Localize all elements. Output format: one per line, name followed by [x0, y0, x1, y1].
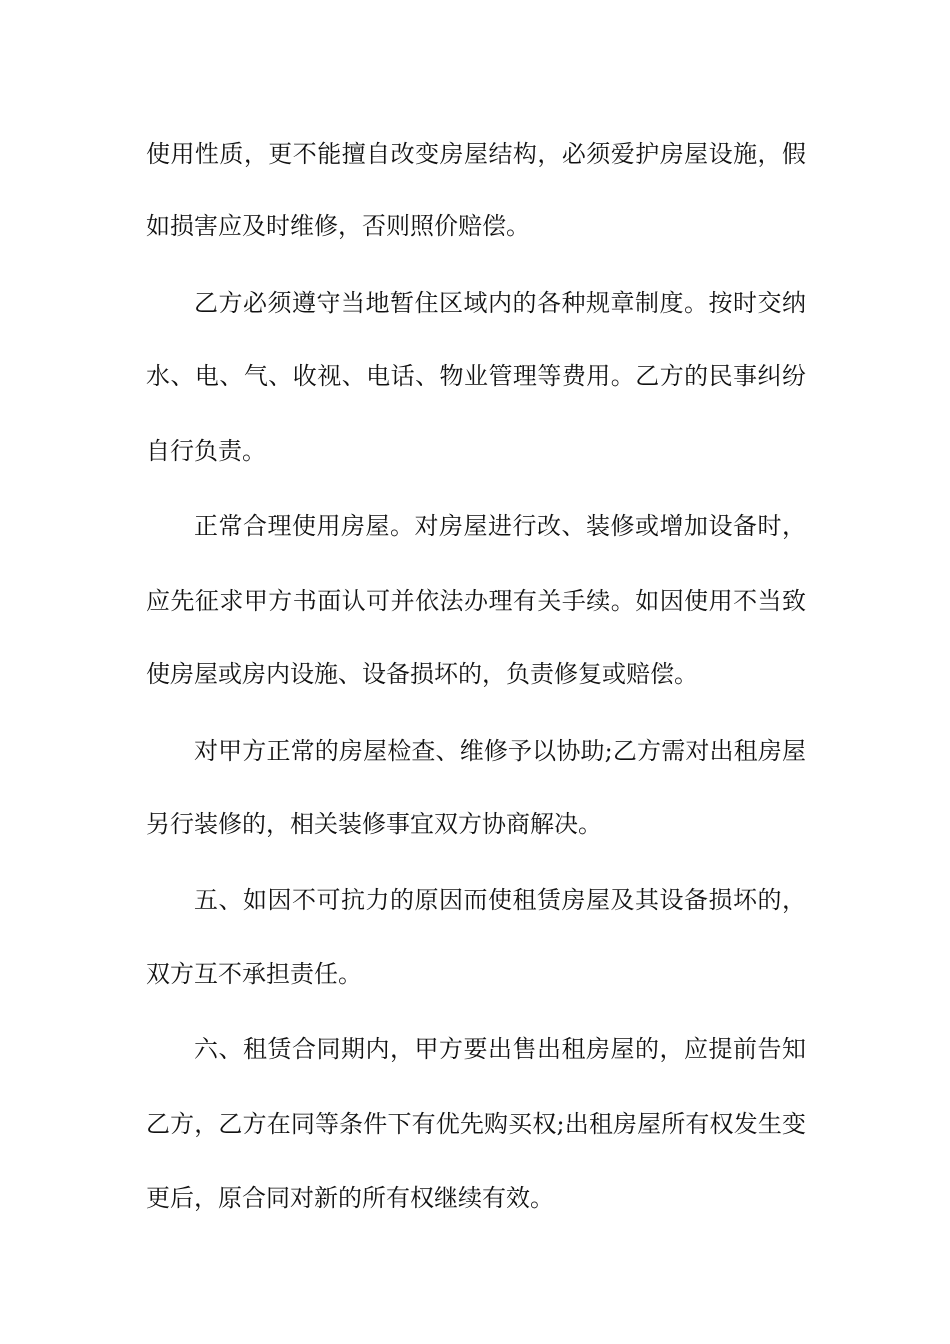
text-line: 自行负责。 — [146, 437, 266, 465]
text-line: 应先征求甲方书面认可并依法办理有关手续。如因使用不当致 — [146, 587, 806, 615]
paragraph-start-line: 乙方必须遵守当地暂住区域内的各种规章制度。按时交纳 — [194, 289, 806, 317]
paragraph-start-line: 对甲方正常的房屋检查、维修予以协助;乙方需对出租房屋 — [194, 737, 806, 765]
text-line: 使房屋或房内设施、设备损坏的，负责修复或赔偿。 — [146, 660, 698, 688]
paragraph-start-line: 正常合理使用房屋。对房屋进行改、装修或增加设备时， — [194, 512, 806, 540]
text-line: 更后，原合同对新的所有权继续有效。 — [146, 1184, 554, 1212]
text-line: 另行装修的，相关装修事宜双方协商解决。 — [146, 810, 602, 838]
paragraph-start-line: 六、租赁合同期内，甲方要出售出租房屋的，应提前告知 — [194, 1035, 806, 1063]
text-line: 如损害应及时维修，否则照价赔偿。 — [146, 212, 530, 240]
paragraph-start-line: 五、如因不可抗力的原因而使租赁房屋及其设备损坏的， — [194, 886, 806, 914]
text-line: 使用性质，更不能擅自改变房屋结构，必须爱护房屋设施，假 — [146, 140, 806, 168]
text-line: 水、电、气、收视、电话、物业管理等费用。乙方的民事纠纷 — [146, 362, 806, 390]
text-line: 乙方，乙方在同等条件下有优先购买权;出租房屋所有权发生变 — [146, 1110, 806, 1138]
text-line: 双方互不承担责任。 — [146, 960, 362, 988]
